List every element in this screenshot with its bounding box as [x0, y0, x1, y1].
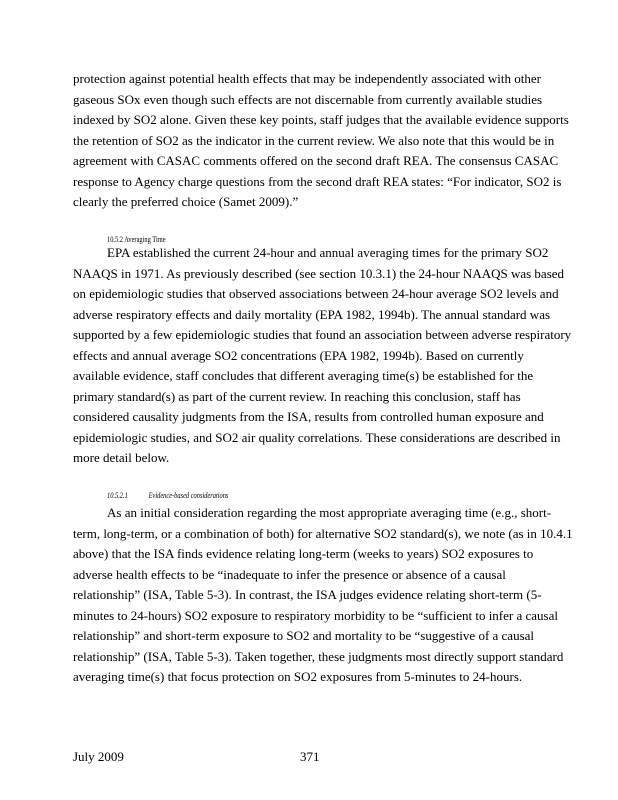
section-heading-averaging-time: 10.5.2 Averaging Time: [107, 235, 166, 244]
paragraph-averaging-time: EPA established the current 24-hour and annual averaging times for the primary SO2 NAAQS in 1971. As previously described (see section 10.3.1) the 24-hour NAAQS was based on epidemiologic studies that observed associations between 24-hour average SO2 levels and adverse respiratory effects and daily mortality (EPA 1982, 1994b). The annual standard was supported by a few epidemiologic studies that found an association between adverse respiratory effects and annual average SO2 concentrations (EPA 1982, 1994b). Based on currently available evidence, staff concludes that different averaging time(s) be established for the primary standard(s) as part of the current review. In reaching this conclusion, staff has considered causality judgments from the ISA, results from controlled human exposure and epidemiologic studies, and SO2 air quality correlations. These considerations are described in more detail below.: [73, 245, 572, 465]
page-number: 371: [300, 749, 320, 764]
subsection-number: 10.5.2.1: [107, 491, 128, 500]
paragraph-evidence-based: As an initial consideration regarding the most appropriate averaging time (e.g., short-term, long-term, or a combination of both) for alternative SO2 standard(s), we note (as in 10.4.1 above) that the ISA finds evidence relating long-term (weeks to years) SO2 exposures to adverse health effects to be “inadequate to infer the presence or absence of a causal relationship” (ISA, Table 5-3). In contrast, the ISA judges evidence relating short-term (5-minutes to 24-hours) SO2 exposure to respiratory morbidity to be “sufficient to infer a causal relationship” and short-term exposure to SO2 and mortality to be “suggestive of a causal relationship” (ISA, Table 5-3). Taken together, these judgments most directly support standard averaging time(s) that focus protection on SO2 exposures from 5-minutes to 24-hours.: [73, 505, 573, 684]
footer-date: July 2009: [73, 749, 124, 764]
subsection-heading: [107, 491, 228, 501]
paragraph-indicator-conclusion: protection against potential health effects that may be independently associated with other gaseous SOx even though such effects are not discernable from currently available studies indexed by SO2 alone. Given these key points, staff judges that the available evidence supports the retention of SO2 as the indicator in the current review. We also note that this would be in agreement with CASAC comments offered on the second draft REA. The consensus CASAC response to Agency charge questions from the second draft REA states: “For indicator, SO2 is clearly the preferred choice (Samet 2009).”: [73, 71, 569, 209]
subsection-title: Evidence-based considerations: [148, 491, 229, 500]
